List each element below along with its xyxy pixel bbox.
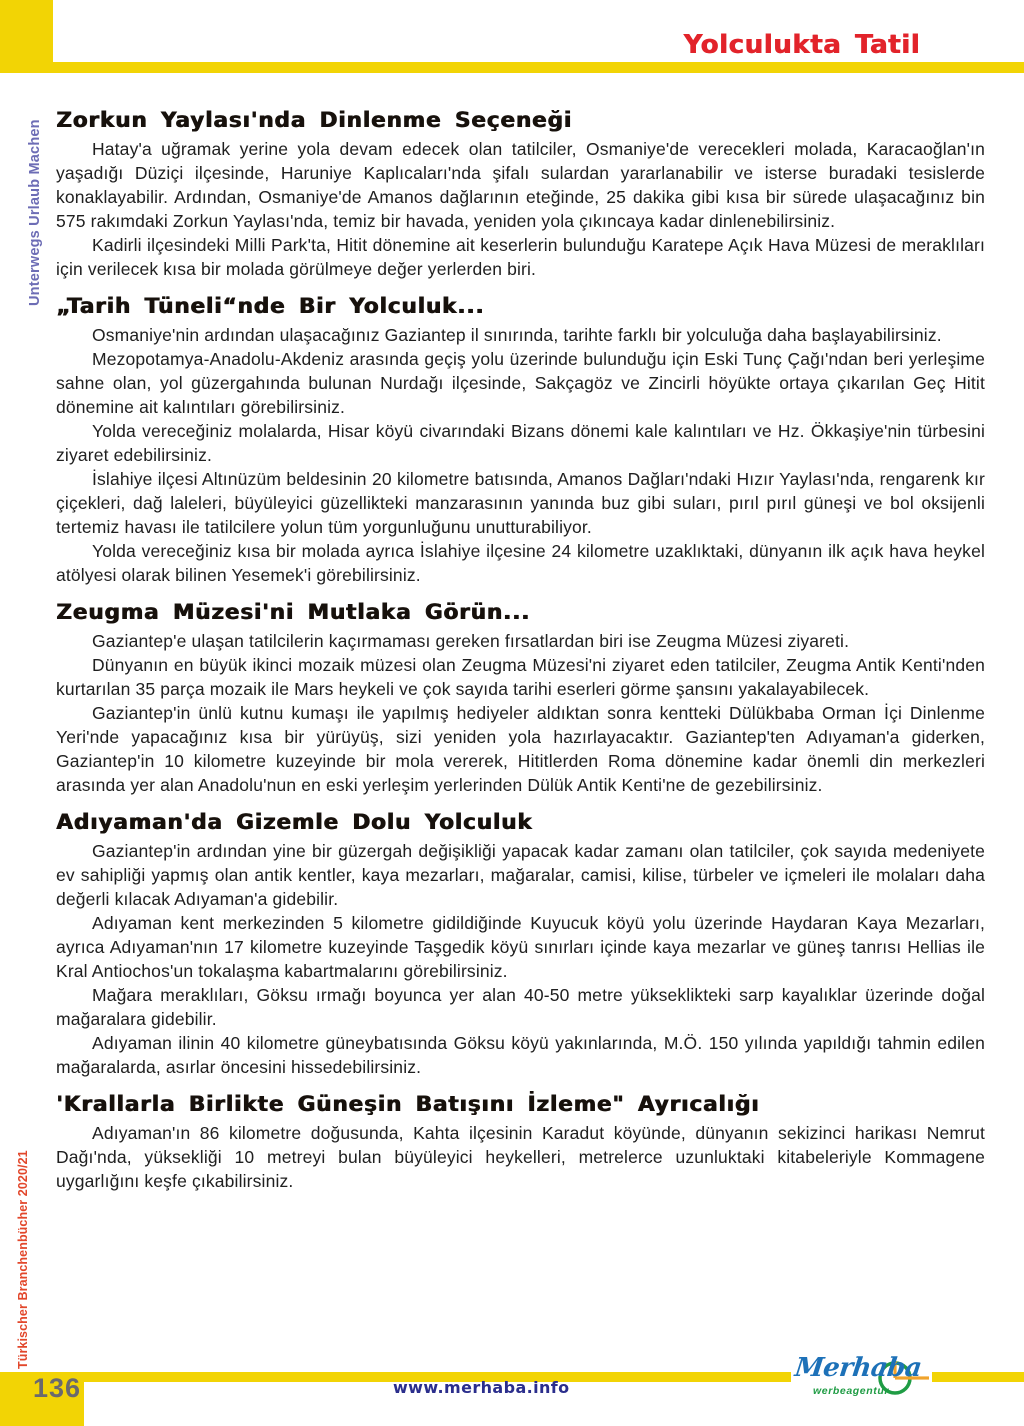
top-yellow-band xyxy=(0,62,1024,73)
paragraph: Dünyanın en büyük ikinci mozaik müzesi olan Zeugma Müzesi'ni ziyaret eden tatilciler, Zeugma Antik Kenti'nden kurtarılan 35 parça mozaik ile Mars heykeli ve çok sayıda tarihi eserleri görme şansını yakalayabilecek. xyxy=(56,655,985,699)
paragraph: İslahiye ilçesi Altınüzüm beldesinin 20 kilometre batısında, Amanos Dağları'ndaki Hızır Yaylası'nda, rengarenk kır çiçekleri, dağ laleleri, büyüleyici güzellikteki manzarasının yanında buz gibi suları, pırıl pırıl güneşi ve bol oksijenli tertemiz havası ile tatilcilere yolun tüm yorgunluğunu unutturabiliyor. xyxy=(56,469,985,537)
section-heading: Zeugma Müzesi'ni Mutlaka Görün... xyxy=(56,600,530,625)
merhaba-logo xyxy=(791,1350,932,1410)
article-section-zorkun xyxy=(56,107,985,281)
top-left-yellow-block xyxy=(0,0,53,63)
merhaba-logo-text: Merhaba xyxy=(793,1353,924,1383)
paragraph: Hatay'a uğramak yerine yola devam edecek olan tatilciler, Osmaniye'de verecekleri molada, Karacaoğlan'ın yaşadığı Düziçi ilçesinde, Haruniye Kaplıcaları'nda şifalı sulardan yararlanabilir ve isterse buradaki tesislerde konaklayabilir. Ardından, Osmaniye'de Amanos dağlarının eteğinde, 25 dakika gibi kısa bir sürede ulaşacağınız bin 575 rakımdaki Zorkun Yaylası'nda, temiz bir havada, yeniden yola çıkıncaya kadar dinlenebilirsiniz. xyxy=(56,139,985,231)
paragraph: Yolda vereceğiniz molalarda, Hisar köyü civarındaki Bizans dönemi kale kalıntıları ve Hz. Ökkaşiye'nin türbesini ziyaret edebilirsiniz. xyxy=(56,421,985,465)
article-section-nemrut xyxy=(56,1091,985,1193)
article-section-adiyaman xyxy=(56,809,985,1079)
paragraph: Gaziantep'in ünlü kutnu kumaşı ile yapılmış hediyeler aldıktan sonra kentteki Dülükbaba Orman İçi Dinlenme Yeri'nde yapacağınız kısa bir yürüyüş, sizi yeniden yola hazırlayacaktır. Gaziantep'ten Adıyaman'a giderken, Gaziantep'in 10 kilometre kuzeyinde bir mola vererek, Hititlerden Roma dönemine kadar önemli din merkezleri arasında yer alan Anadolu'nun en eski yerleşim yerlerinden Dülük Antik Kenti'ne de gezebilirsiniz. xyxy=(56,703,985,795)
article-section-zeugma xyxy=(56,599,985,797)
paragraph: Adıyaman kent merkezinden 5 kilometre gidildiğinde Kuyucuk köyü yolu üzerinde Haydaran Kaya Mezarları, ayrıca Adıyaman'nın 17 kilometre kuzeyinde Taşgedik köyü sınırları içinde kaya mezarlar ve güneş tanrısı Hellias ile Kral Antiochos'un tokalaşma kabartmalarını görebilirsiniz. xyxy=(56,913,985,981)
paragraph: Osmaniye'nin ardından ulaşacağınız Gaziantep il sınırında, tarihte farklı bir yolculuğa daha başlayabilirsiniz. xyxy=(92,325,942,345)
paragraph: Adıyaman'ın 86 kilometre doğusunda, Kahta ilçesinin Karadut köyünde, dünyanın sekizinci harikası Nemrut Dağı'nda, yüksekliği 10 metreyi bulan büyüleyici heykelleri, metrelerce uzunluktaki kitabeleriyle Kommagene uygarlığını keşfe çıkabilirsiniz. xyxy=(56,1123,985,1191)
paragraph: Mağara meraklıları, Göksu ırmağı boyunca yer alan 40-50 metre yükseklikteki sarp kayalıklar üzerinde doğal mağaralara gidebilir. xyxy=(56,985,985,1029)
sidebar-vertical-text-bottom: Türkischer Branchenbücher 2020/21 xyxy=(16,1150,30,1369)
page-header-title: Yolculukta Tatil xyxy=(683,30,920,60)
paragraph: Gaziantep'in ardından yine bir güzergah değişikliği yapacak kadar zamanı olan tatilciler, çok sayıda medeniyete ev sahipliği yapmış olan antik kentler, kaya mezarları, mağaralar, camisi, kilise, türbeler ve içmeleri ile molaları daha değerli kılacak Adıyaman'a gidebilir. xyxy=(56,841,985,909)
paragraph: Yolda vereceğiniz kısa bir molada ayrıca İslahiye ilçesine 24 kilometre uzaklıktaki, dünyanın ilk açık hava heykel atölyesi olarak bilinen Yesemek'i görebilirsiniz. xyxy=(56,541,985,585)
paragraph: Gaziantep'e ulaşan tatilcilerin kaçırmaması gereken fırsatlardan biri ise Zeugma Müzesi ziyareti. xyxy=(92,631,850,651)
section-heading: „Tarih Tüneli“nde Bir Yolculuk... xyxy=(56,294,485,319)
page-number: 136 xyxy=(33,1373,82,1403)
article-content xyxy=(56,107,985,1205)
article-section-tarih-tuneli xyxy=(56,293,985,587)
paragraph: Adıyaman ilinin 40 kilometre güneybatısında Göksu köyü yakınlarında, M.Ö. 150 yılında yapıldığı tahmin edilen mağaralarda, asırlar öncesini hissedebilirsiniz. xyxy=(56,1033,985,1077)
paragraph: Mezopotamya-Anadolu-Akdeniz arasında geçiş yolu üzerinde bulunduğu için Eski Tunç Çağı'ndan beri yerleşime sahne olan, yol güzergahında bulunan Nurdağı ilçesinde, Sakçagöz ve Zincirli höyükte ortaya çıkarılan Geç Hitit dönemine ait kalıntıları görebilirsiniz. xyxy=(56,349,985,417)
website-link[interactable]: www.merhaba.info xyxy=(393,1378,570,1397)
merhaba-logo-subtitle: werbeagentur xyxy=(813,1385,890,1397)
section-heading: 'Krallarla Birlikte Güneşin Batışını İzleme" Ayrıcalığı xyxy=(56,1092,760,1117)
sidebar-vertical-text-top: Unterwegs Urlaub Machen xyxy=(27,119,43,306)
section-heading: Adıyaman'da Gizemle Dolu Yolculuk xyxy=(56,810,533,835)
paragraph: Kadirli ilçesindeki Milli Park'ta, Hitit dönemine ait keserlerin bulunduğu Karatepe Açık Hava Müzesi de meraklıları için verilecek kısa bir molada görülmeye değer yerlerden biri. xyxy=(56,235,985,279)
section-heading: Zorkun Yaylası'nda Dinlenme Seçeneği xyxy=(56,108,572,133)
